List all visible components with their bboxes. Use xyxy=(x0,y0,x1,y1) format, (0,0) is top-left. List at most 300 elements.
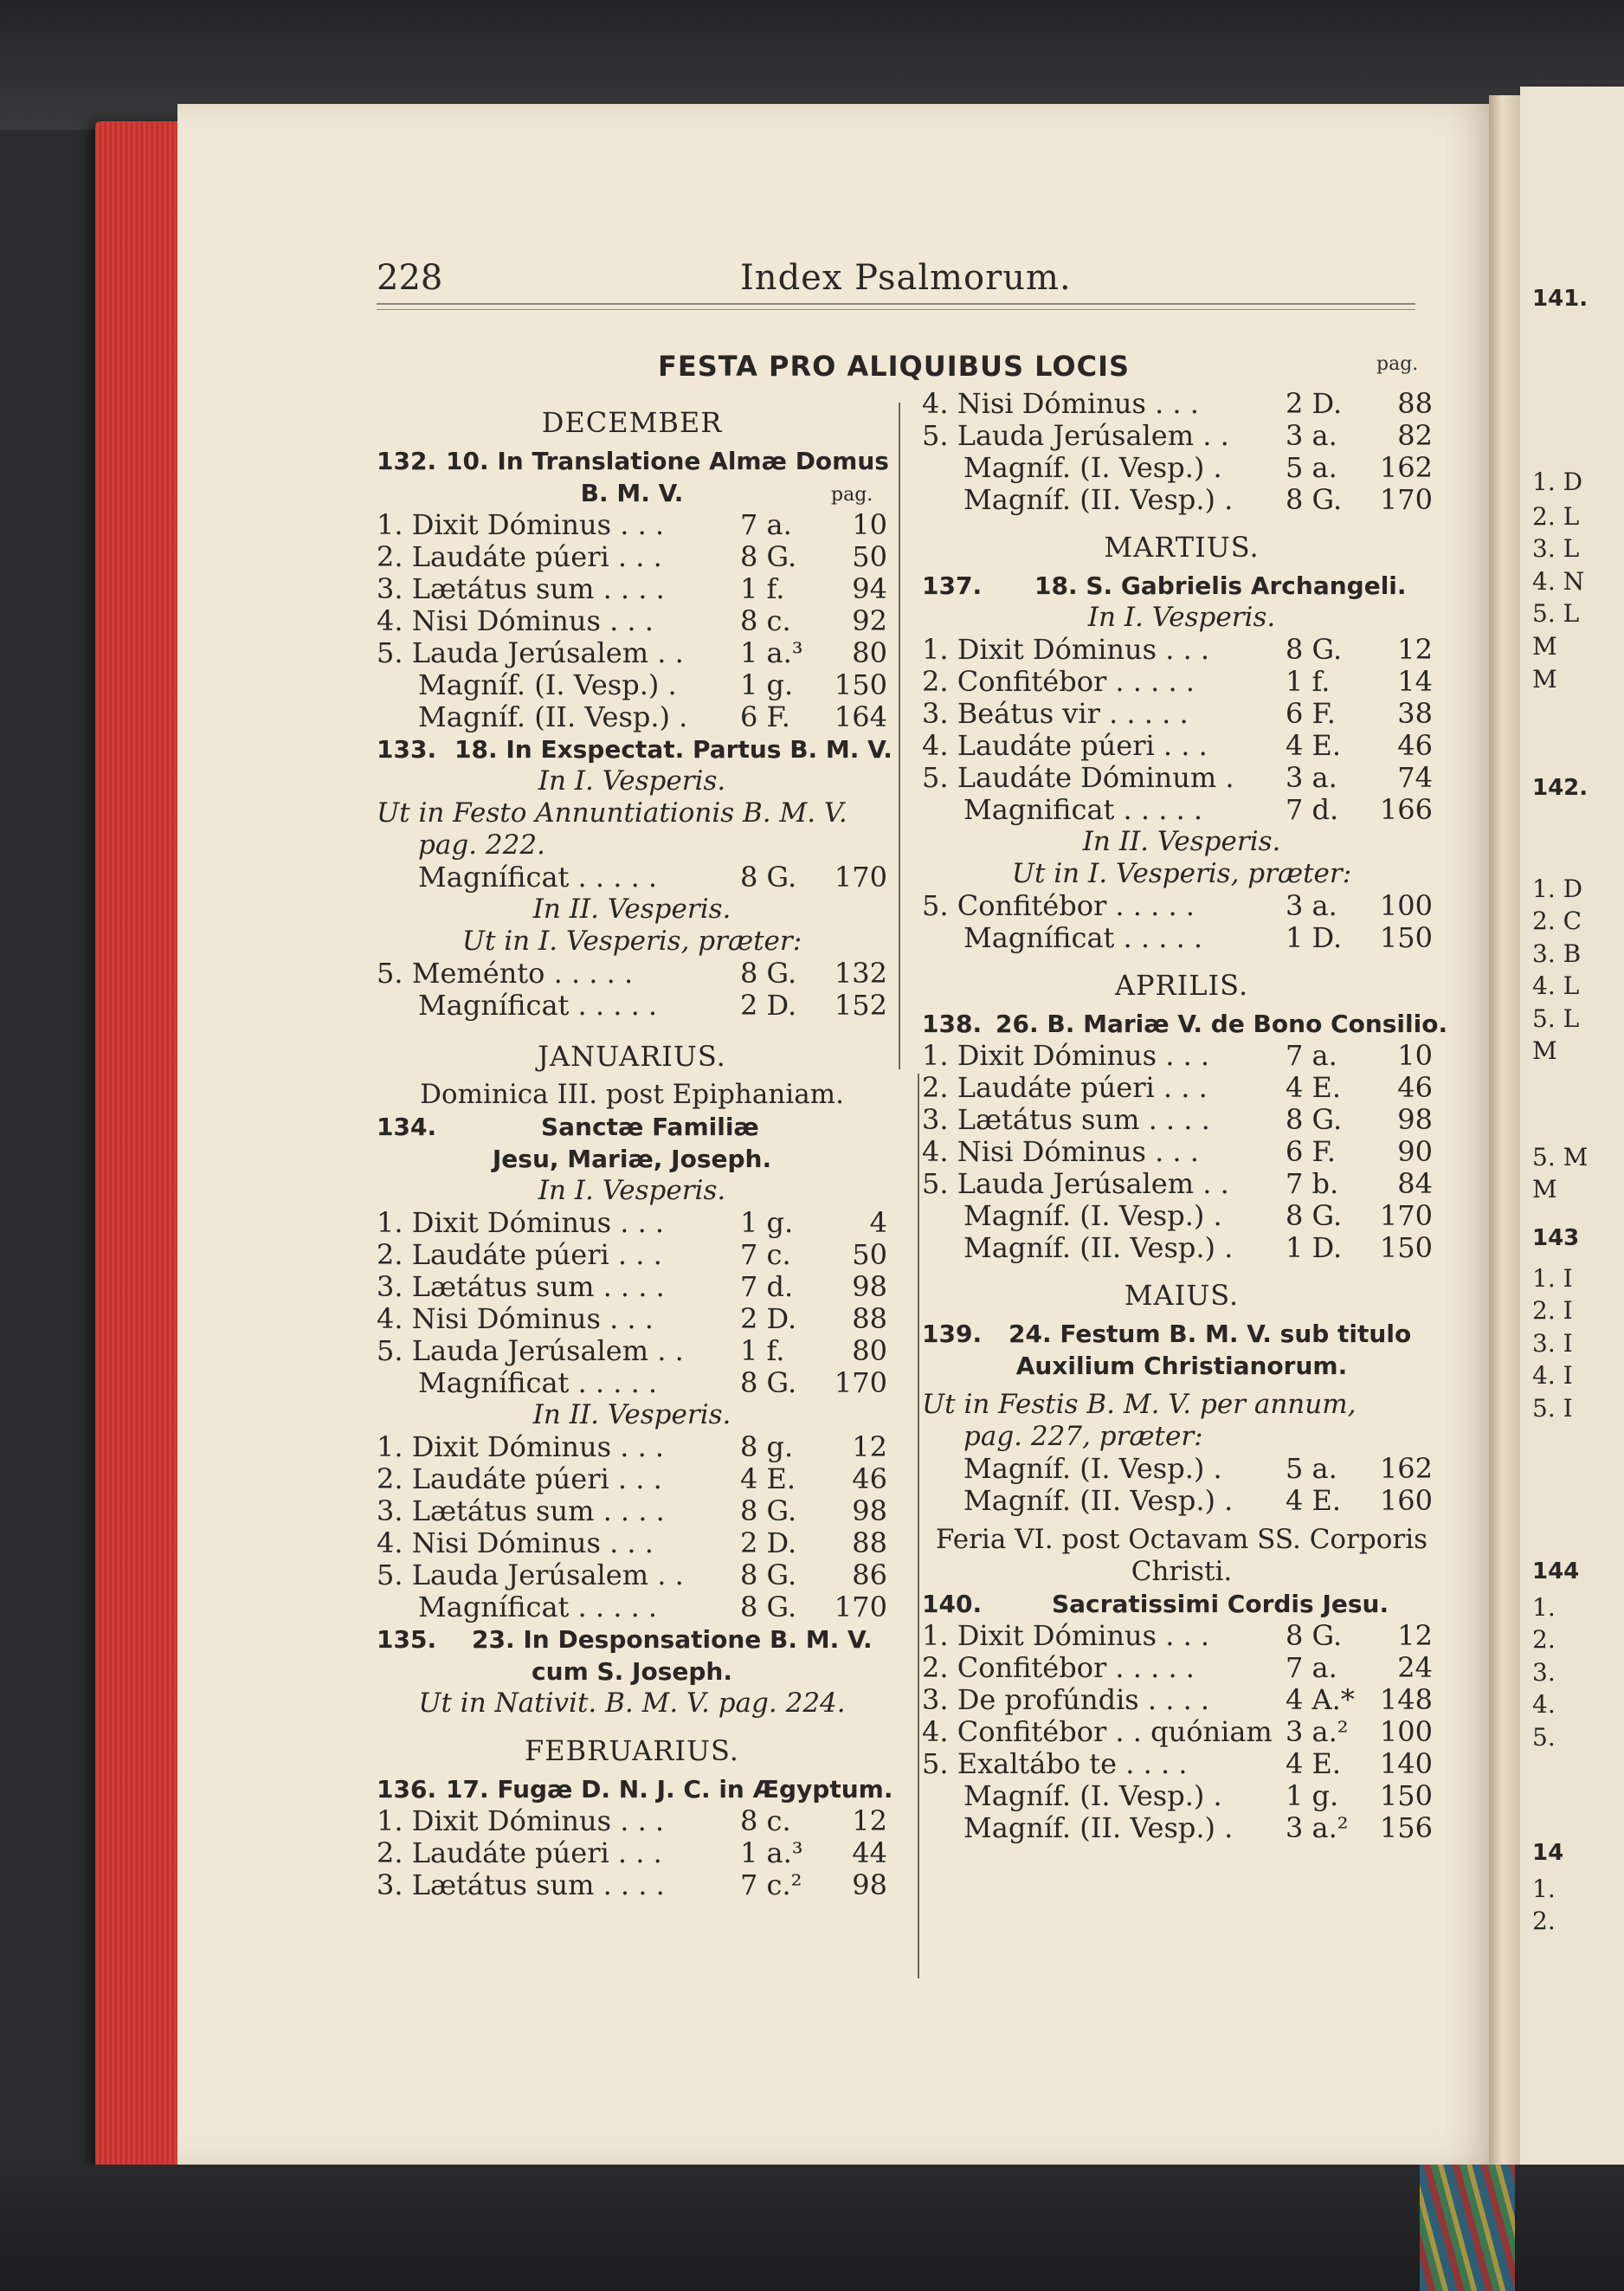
page-ref: 80 xyxy=(852,636,887,669)
page-ref: 88 xyxy=(1397,387,1433,420)
psalm-name: 3. De profúndis . . . . xyxy=(922,1683,1210,1716)
index-row xyxy=(922,1200,1441,1232)
feast-title: Sacratissimi Cordis Jesu. xyxy=(1052,1590,1389,1618)
psalm-mode: 8 G. xyxy=(740,1559,797,1591)
psalm-name: Magníficat . . . . . xyxy=(963,921,1203,954)
page-ref: 50 xyxy=(852,540,887,573)
rubric-note: Ut in Festo Annuntiationis B. M. V. xyxy=(377,797,847,829)
psalm-mode: 1 f. xyxy=(740,572,785,605)
psalm-name: 4. Nisi Dóminus . . . xyxy=(922,387,1199,420)
month-heading: MAIUS. xyxy=(1124,1279,1240,1312)
psalm-mode: 7 c.² xyxy=(740,1868,802,1901)
feast-heading xyxy=(377,1773,893,1805)
rubric-note: Ut in Nativit. B. M. V. pag. 224. xyxy=(418,1688,846,1719)
psalm-name: 3. Lætátus sum . . . . xyxy=(377,1868,665,1901)
psalm-mode: 8 G. xyxy=(740,1494,797,1527)
index-row xyxy=(377,1495,887,1527)
index-row xyxy=(922,922,1441,954)
page-ref: 100 xyxy=(1379,889,1433,922)
facing-page-fragment: M xyxy=(1532,1036,1557,1065)
facing-page-fragment: 1. I xyxy=(1532,1264,1573,1293)
facing-page-fragment: 4. I xyxy=(1532,1361,1573,1390)
page-ref: 150 xyxy=(1379,921,1433,954)
page-number: 228 xyxy=(377,258,443,298)
psalm-mode: 3 a.² xyxy=(1286,1715,1349,1748)
index-row xyxy=(922,890,1441,922)
index-row xyxy=(922,1453,1441,1485)
index-row xyxy=(377,1303,887,1335)
psalm-name: 1. Dixit Dóminus . . . xyxy=(922,1039,1210,1072)
page-ref: 162 xyxy=(1379,1452,1433,1485)
index-row xyxy=(922,1684,1441,1716)
feast-title: 18. In Exspectat. Partus B. M. V. xyxy=(454,735,893,764)
index-row xyxy=(377,701,887,733)
psalm-name: Magnificat . . . . . xyxy=(963,793,1203,826)
feast-number: 135. xyxy=(377,1625,437,1654)
psalm-name: 3. Lætátus sum . . . . xyxy=(377,1494,665,1527)
index-row xyxy=(377,958,887,990)
page-ref: 150 xyxy=(834,668,887,701)
psalm-name: 2. Laudáte púeri . . . xyxy=(377,1238,662,1271)
psalm-name: 5. Lauda Jerúsalem . . xyxy=(377,1559,684,1591)
psalm-name: 2. Confitébor . . . . . xyxy=(922,1651,1195,1684)
index-row xyxy=(922,388,1441,420)
page-ref: 80 xyxy=(852,1334,887,1367)
psalm-name: 1. Dixit Dóminus . . . xyxy=(377,1206,665,1239)
psalm-mode: 8 G. xyxy=(1286,1199,1343,1232)
psalm-name: 3. Beátus vir . . . . . xyxy=(922,697,1189,730)
page-ref: 98 xyxy=(1397,1103,1433,1136)
header-rule xyxy=(377,303,1415,305)
feast-title: 10. In Translatione Almæ Domus xyxy=(446,447,889,475)
psalm-mode: 8 G. xyxy=(740,1366,797,1399)
psalm-mode: 1 g. xyxy=(740,1206,794,1239)
bookmark-ribbon xyxy=(1420,2165,1515,2291)
psalm-mode: 7 d. xyxy=(1286,793,1339,826)
page-ref: 86 xyxy=(852,1559,887,1591)
psalm-mode: 8 G. xyxy=(1286,1103,1343,1136)
page-ref: 160 xyxy=(1379,1484,1433,1517)
feast-title-cont xyxy=(377,477,887,509)
psalm-mode: 4 E. xyxy=(1286,1484,1342,1517)
facing-page-fragment: 2. L xyxy=(1532,502,1580,531)
index-row xyxy=(922,1620,1441,1652)
psalm-name: 4. Nisi Dóminus . . . xyxy=(377,604,654,637)
rubric: In II. Vesperis. xyxy=(1082,826,1281,857)
rubric: Ut in I. Vesperis, præter: xyxy=(1011,858,1352,889)
psalm-mode: 8 g. xyxy=(740,1430,794,1463)
month-heading: FEBRUARIUS. xyxy=(525,1734,739,1767)
facing-page-fragment: 142. xyxy=(1532,775,1589,801)
left-column xyxy=(377,400,893,1901)
psalm-mode: 4 E. xyxy=(1286,1747,1342,1780)
facing-page-fragment: 141. xyxy=(1532,286,1589,312)
index-row xyxy=(377,541,887,573)
facing-page-fragment: 2. xyxy=(1532,1907,1556,1935)
psalm-mode: 5 a. xyxy=(1286,1452,1337,1485)
facing-page-fragment: 1. xyxy=(1532,1875,1556,1903)
feria-line: Christi. xyxy=(1131,1556,1233,1587)
page-ref: 170 xyxy=(834,861,887,894)
psalm-mode: 4 E. xyxy=(1286,729,1342,762)
index-row xyxy=(377,509,887,541)
pag-label: pag. xyxy=(1376,353,1419,375)
psalm-name: Magníf. (II. Vesp.) . xyxy=(963,1484,1234,1517)
psalm-mode: 2 D. xyxy=(740,1302,797,1335)
facing-page-fragment: 2. I xyxy=(1532,1296,1573,1325)
facing-page-fragment: 1. D xyxy=(1532,468,1583,496)
psalm-name: Magníficat . . . . . xyxy=(418,989,658,1022)
page-ref: 140 xyxy=(1379,1747,1433,1780)
index-row xyxy=(922,1748,1441,1780)
rubric: In I. Vesperis. xyxy=(538,765,726,797)
psalm-mode: 7 c. xyxy=(740,1238,791,1271)
header-rule-thin xyxy=(377,309,1415,310)
month-heading: MARTIUS. xyxy=(1104,531,1260,564)
psalm-name: 5. Lauda Jerúsalem . . xyxy=(922,1167,1229,1200)
page-ref: 12 xyxy=(852,1804,887,1837)
index-row xyxy=(922,1072,1441,1104)
index-row xyxy=(377,1463,887,1495)
feast-number: 138. xyxy=(922,1010,983,1038)
feast-number: 133. xyxy=(377,735,437,764)
psalm-name: 4. Nisi Dóminus . . . xyxy=(377,1526,654,1559)
page-ref: 170 xyxy=(1379,1199,1433,1232)
feast-heading xyxy=(377,1111,887,1143)
index-row xyxy=(922,484,1441,516)
psalm-mode: 3 a. xyxy=(1286,419,1337,452)
psalm-mode: 8 G. xyxy=(740,1591,797,1623)
facing-page-fragment: 5. M xyxy=(1532,1143,1589,1171)
page-ref: 150 xyxy=(1379,1231,1433,1264)
feast-title-cont: Auxilium Christianorum. xyxy=(1015,1352,1348,1380)
psalm-name: 3. Lætátus sum . . . . xyxy=(377,1270,665,1303)
psalm-name: 5. Exaltábo te . . . . xyxy=(922,1747,1188,1780)
right-column xyxy=(922,387,1448,1844)
page-ref: 92 xyxy=(852,604,887,637)
index-row xyxy=(922,1136,1441,1168)
index-row xyxy=(922,1168,1441,1200)
page-ref: 152 xyxy=(834,989,887,1022)
psalm-mode: 8 G. xyxy=(740,861,797,894)
page-ref: 10 xyxy=(1397,1039,1433,1072)
column-divider xyxy=(899,403,900,1069)
facing-page-fragment: 3. xyxy=(1532,1658,1556,1687)
psalm-name: Magníf. (I. Vesp.) . xyxy=(418,668,677,701)
psalm-mode: 8 G. xyxy=(1286,483,1343,516)
page-ref: 170 xyxy=(834,1591,887,1623)
psalm-mode: 3 a. xyxy=(1286,889,1337,922)
facing-page-fragment: 4. L xyxy=(1532,971,1580,1000)
facing-page-fragment: 1. D xyxy=(1532,874,1583,903)
psalm-name: 1. Dixit Dóminus . . . xyxy=(377,1430,665,1463)
psalm-name: 2. Confitébor . . . . . xyxy=(922,665,1195,698)
page-ref: 4 xyxy=(869,1206,887,1239)
index-row xyxy=(922,1485,1441,1517)
page-ref: 74 xyxy=(1397,761,1433,794)
psalm-mode: 2 D. xyxy=(740,1526,797,1559)
psalm-name: 5. Confitébor . . . . . xyxy=(922,889,1195,922)
psalm-name: 2. Laudáte púeri . . . xyxy=(377,1836,662,1869)
feast-heading xyxy=(377,445,887,477)
facing-page-fragment: 14 xyxy=(1532,1840,1564,1866)
rubric: In II. Vesperis. xyxy=(532,1399,731,1430)
index-row xyxy=(377,1837,887,1869)
psalm-name: Magníf. (II. Vesp.) . xyxy=(963,1811,1234,1844)
page-ref: 88 xyxy=(852,1526,887,1559)
rubric-note: pag. 222. xyxy=(418,829,545,861)
psalm-mode: 1 g. xyxy=(1286,1779,1339,1812)
rubric: In I. Vesperis. xyxy=(538,1175,726,1206)
psalm-name: Magníf. (I. Vesp.) . xyxy=(963,1199,1222,1232)
psalm-name: 5. Laudáte Dóminum . xyxy=(922,761,1234,794)
feast-number: 134. xyxy=(377,1113,437,1141)
month-heading: DECEMBER xyxy=(541,406,723,439)
rubric-note: pag. 227, præter: xyxy=(963,1421,1203,1452)
index-row xyxy=(922,1232,1441,1264)
page-ref: 10 xyxy=(852,508,887,541)
page-ref: 12 xyxy=(1397,1619,1433,1652)
feast-title-cont: Jesu, Mariæ, Joseph. xyxy=(492,1145,772,1173)
page-ref: 46 xyxy=(852,1462,887,1495)
psalm-mode: 3 a.² xyxy=(1286,1811,1349,1844)
section-title: FESTA PRO ALIQUIBUS LOCIS xyxy=(658,350,1131,383)
psalm-mode: 8 G. xyxy=(740,540,797,573)
index-row xyxy=(377,1559,887,1591)
index-row xyxy=(377,605,887,637)
facing-page-fragment: 144 xyxy=(1532,1559,1580,1584)
index-row xyxy=(922,1812,1441,1844)
feast-number: 140. xyxy=(922,1590,983,1618)
index-row xyxy=(377,1527,887,1559)
running-title: Index Psalmorum. xyxy=(740,258,1072,298)
facing-page-fragment: 5. L xyxy=(1532,1004,1580,1033)
psalm-mode: 1 f. xyxy=(740,1334,785,1367)
index-row xyxy=(377,1805,887,1837)
feast-title-line2: B. M. V. xyxy=(580,479,684,507)
psalm-mode: 4 E. xyxy=(740,1462,796,1495)
feast-number: 137. xyxy=(922,571,983,600)
facing-page-fragment: 5. I xyxy=(1532,1394,1573,1423)
index-row xyxy=(377,1869,887,1901)
psalm-name: 5. Lauda Jerúsalem . . xyxy=(377,1334,684,1367)
page-ref: 162 xyxy=(1379,451,1433,484)
index-row xyxy=(922,794,1441,826)
psalm-name: 1. Dixit Dóminus . . . xyxy=(922,1619,1210,1652)
psalm-mode: 8 G. xyxy=(740,957,797,990)
psalm-name: 4. Nisi Dóminus . . . xyxy=(377,1302,654,1335)
index-row xyxy=(922,666,1441,698)
feast-number: 139. xyxy=(922,1320,983,1348)
feast-heading xyxy=(922,1318,1441,1350)
book-gutter xyxy=(1489,95,1522,2182)
page-ref: 88 xyxy=(852,1302,887,1335)
page-ref: 44 xyxy=(852,1836,887,1869)
page-ref: 148 xyxy=(1379,1683,1433,1716)
facing-page-fragment: 5. xyxy=(1532,1723,1556,1752)
feast-title: Sanctæ Familiæ xyxy=(541,1113,759,1141)
index-row xyxy=(377,1335,887,1367)
psalm-name: 5. Meménto . . . . . xyxy=(377,957,634,990)
psalm-mode: 8 G. xyxy=(1286,1619,1343,1652)
psalm-mode: 6 F. xyxy=(1286,697,1336,730)
index-row xyxy=(922,1040,1441,1072)
psalm-name: Magníficat . . . . . xyxy=(418,861,658,894)
page-ref: 84 xyxy=(1397,1167,1433,1200)
psalm-mode: 6 F. xyxy=(740,700,790,733)
psalm-mode: 7 a. xyxy=(1286,1039,1337,1072)
psalm-mode: 6 F. xyxy=(1286,1135,1336,1168)
psalm-name: 4. Laudáte púeri . . . xyxy=(922,729,1208,762)
psalm-name: 1. Dixit Dóminus . . . xyxy=(377,508,665,541)
psalm-name: Magníf. (I. Vesp.) . xyxy=(963,1452,1222,1485)
facing-page-fragment: 3. L xyxy=(1532,534,1580,563)
page-ref: 164 xyxy=(834,700,887,733)
psalm-name: 1. Dixit Dóminus . . . xyxy=(377,1804,665,1837)
feast-heading xyxy=(377,733,893,765)
index-row xyxy=(377,573,887,605)
psalm-mode: 1 f. xyxy=(1286,665,1331,698)
page-ref: 150 xyxy=(1379,1779,1433,1812)
facing-page-fragment: 1. xyxy=(1532,1593,1556,1622)
facing-page-fragment: 2. xyxy=(1532,1625,1556,1654)
feast-heading xyxy=(922,1588,1441,1620)
feast-title: 24. Festum B. M. V. sub titulo xyxy=(1009,1320,1412,1348)
psalm-mode: 7 d. xyxy=(740,1270,794,1303)
column-divider-lower xyxy=(918,1074,919,1978)
page-ref: 12 xyxy=(852,1430,887,1463)
index-row xyxy=(377,1431,887,1463)
facing-page-fragment: 4. N xyxy=(1532,567,1585,596)
feast-title: 17. Fugæ D. N. J. C. in Ægyptum. xyxy=(446,1775,893,1804)
feast-heading xyxy=(922,570,1441,602)
feast-title: 23. In Desponsatione B. M. V. xyxy=(472,1625,873,1654)
page-ref: 14 xyxy=(1397,665,1433,698)
index-row xyxy=(922,698,1441,730)
psalm-name: 4. Nisi Dóminus . . . xyxy=(922,1135,1199,1168)
page-ref: 98 xyxy=(852,1494,887,1527)
page-ref: 38 xyxy=(1397,697,1433,730)
facing-page-fragment: 3. I xyxy=(1532,1329,1573,1358)
page-ref: 166 xyxy=(1379,793,1433,826)
psalm-mode: 7 a. xyxy=(740,508,792,541)
page-ref: 98 xyxy=(852,1868,887,1901)
index-row xyxy=(922,762,1441,794)
rubric-note: Ut in Festis B. M. V. per annum, xyxy=(922,1389,1357,1420)
page-ref: 100 xyxy=(1379,1715,1433,1748)
dominica-line: Dominica III. post Epiphaniam. xyxy=(420,1079,844,1110)
page-ref: 12 xyxy=(1397,633,1433,666)
page-edges-red xyxy=(95,121,190,2173)
feria-line: Feria VI. post Octavam SS. Corporis xyxy=(935,1524,1428,1555)
feast-number: 136. xyxy=(377,1775,437,1804)
psalm-name: Magníf. (II. Vesp.) . xyxy=(963,1231,1234,1264)
psalm-mode: 4 E. xyxy=(1286,1071,1342,1104)
facing-page-fragment: M xyxy=(1532,1175,1557,1204)
page-ref: 50 xyxy=(852,1238,887,1271)
feast-title: 18. S. Gabrielis Archangeli. xyxy=(1034,571,1407,600)
page-ref: 90 xyxy=(1397,1135,1433,1168)
psalm-name: Magníficat . . . . . xyxy=(418,1366,658,1399)
index-row xyxy=(377,1239,887,1271)
psalm-name: 2. Laudáte púeri . . . xyxy=(922,1071,1208,1104)
index-row xyxy=(922,1716,1441,1748)
book-cover-bottom xyxy=(0,2165,1624,2291)
psalm-name: 4. Confitébor . . quóniam xyxy=(922,1715,1273,1748)
psalm-mode: 1 g. xyxy=(740,668,794,701)
index-row xyxy=(377,862,887,894)
facing-page-fragment: M xyxy=(1532,632,1557,661)
month-heading: APRILIS. xyxy=(1114,969,1249,1002)
pag-label-small: pag. xyxy=(831,484,873,506)
rubric: Ut in I. Vesperis, præter: xyxy=(461,926,802,957)
psalm-mode: 3 a. xyxy=(1286,761,1337,794)
month-heading: JANUARIUS. xyxy=(538,1040,726,1073)
psalm-mode: 1 a.³ xyxy=(740,636,803,669)
facing-page-fragment: M xyxy=(1532,665,1557,694)
index-row xyxy=(922,730,1441,762)
page-ref: 98 xyxy=(852,1270,887,1303)
index-row xyxy=(922,634,1441,666)
index-row xyxy=(922,1104,1441,1136)
facing-page-fragment: 2. C xyxy=(1532,907,1582,935)
psalm-mode: 2 D. xyxy=(1286,387,1343,420)
psalm-mode: 1 D. xyxy=(1286,1231,1343,1264)
rubric: In II. Vesperis. xyxy=(532,894,731,925)
page-ref: 46 xyxy=(1397,729,1433,762)
facing-page-fragment: 143 xyxy=(1532,1225,1580,1251)
page-ref: 94 xyxy=(852,572,887,605)
index-row xyxy=(377,1271,887,1303)
psalm-mode: 8 G. xyxy=(1286,633,1343,666)
index-row xyxy=(377,637,887,669)
psalm-name: 3. Lætátus sum . . . . xyxy=(377,572,665,605)
feast-title-cont: cum S. Joseph. xyxy=(532,1657,732,1686)
psalm-name: 2. Laudáte púeri . . . xyxy=(377,1462,662,1495)
index-row xyxy=(377,669,887,701)
page-ref: 156 xyxy=(1379,1811,1433,1844)
psalm-name: 5. Lauda Jerúsalem . . xyxy=(922,419,1229,452)
psalm-name: Magníf. (II. Vesp.) . xyxy=(963,483,1234,516)
page-ref: 132 xyxy=(834,957,887,990)
index-row xyxy=(377,1207,887,1239)
page-ref: 82 xyxy=(1397,419,1433,452)
index-row xyxy=(922,420,1441,452)
psalm-mode: 1 a.³ xyxy=(740,1836,803,1869)
index-row xyxy=(377,1367,887,1399)
psalm-mode: 8 c. xyxy=(740,604,791,637)
psalm-name: Magníf. (I. Vesp.) . xyxy=(963,1779,1222,1812)
facing-page-fragment: 4. xyxy=(1532,1690,1556,1719)
psalm-name: Magníficat . . . . . xyxy=(418,1591,658,1623)
psalm-name: Magníf. (I. Vesp.) . xyxy=(963,451,1222,484)
psalm-name: 5. Lauda Jerúsalem . . xyxy=(377,636,684,669)
psalm-mode: 2 D. xyxy=(740,989,797,1022)
psalm-mode: 5 a. xyxy=(1286,451,1337,484)
index-row xyxy=(922,452,1441,484)
index-row xyxy=(922,1652,1441,1684)
psalm-mode: 8 c. xyxy=(740,1804,791,1837)
feast-heading xyxy=(922,1008,1448,1040)
index-row xyxy=(377,1591,887,1623)
index-row xyxy=(922,1780,1441,1812)
psalm-mode: 1 D. xyxy=(1286,921,1343,954)
feast-number: 132. xyxy=(377,447,437,475)
psalm-mode: 7 a. xyxy=(1286,1651,1337,1684)
index-row xyxy=(377,990,887,1022)
page-ref: 170 xyxy=(834,1366,887,1399)
psalm-mode: 7 b. xyxy=(1286,1167,1339,1200)
